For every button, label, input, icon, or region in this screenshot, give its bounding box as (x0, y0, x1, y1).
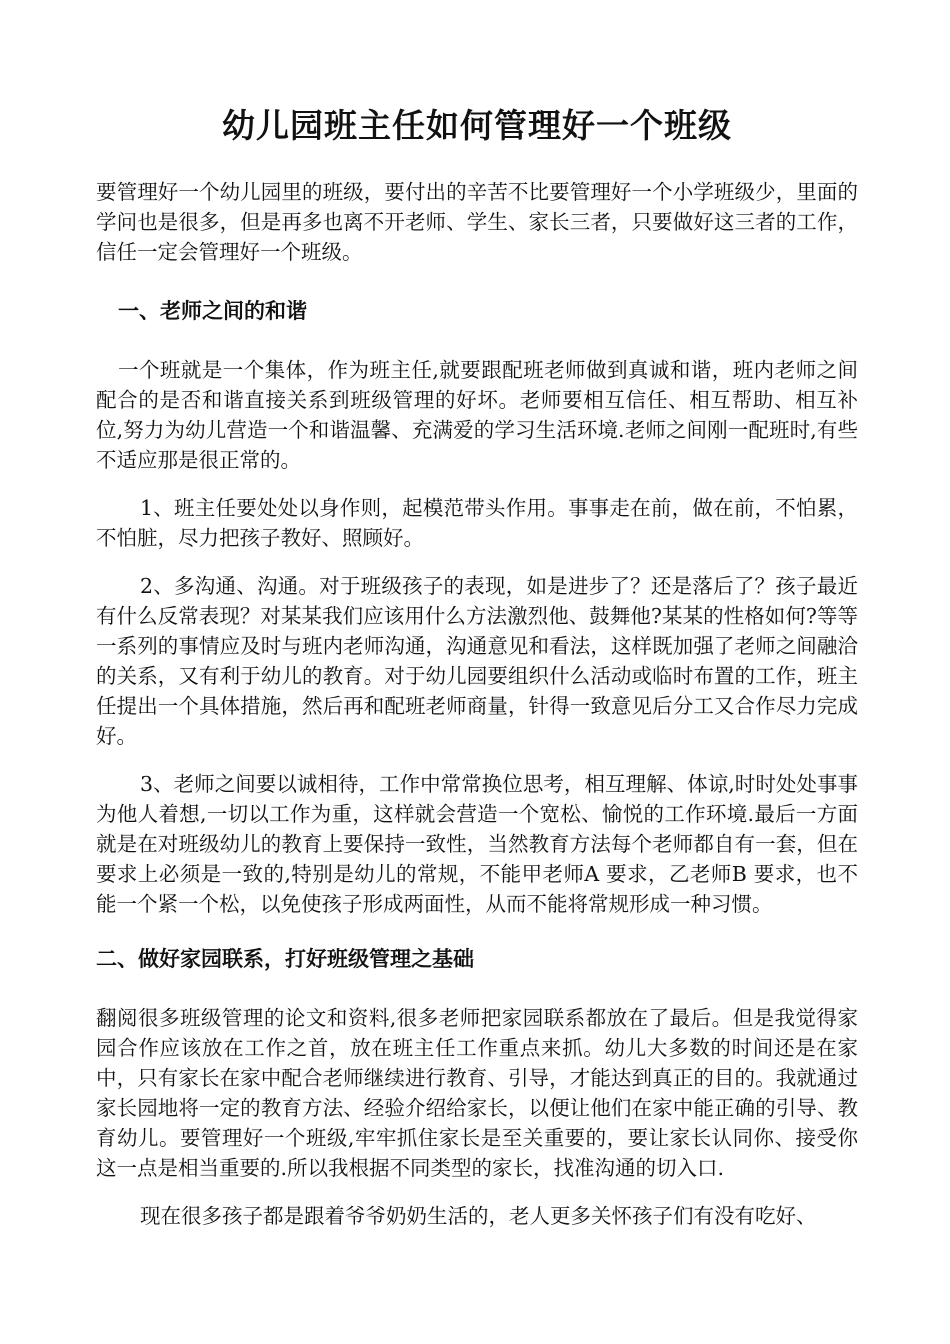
section-2-heading: 二、做好家园联系，打好班级管理之基础 (96, 947, 474, 971)
document-title: 幼儿园班主任如何管理好一个班级 (222, 106, 732, 145)
intro-paragraph: 要管理好一个幼儿园里的班级，要付出的辛苦不比要管理好一个小学班级少，里面的学问也是很多，但是再多也离不开老师、学生、家长三者，只要做好这三者的工作，信任一定会管理好一个班级。 (96, 180, 858, 264)
section-1-paragraph-0: 一个班就是一个集体，作为班主任,就要跟配班老师做到真诚和谐，班内老师之间配合的是否和谐直接关系到班级管理的好坏。老师要相互信任、相互帮助、相互补位,努力为幼儿营造一个和谐温馨、充满爱的学习生活环境.老师之间刚一配班时,有些不适应那是很正常的。 (96, 358, 858, 472)
section-1-paragraph-3: 3、老师之间要以诚相待，工作中常常换位思考，相互理解、体谅,时时处处事事为他人着想,一切以工作为重，这样就会营造一个宽松、愉悦的工作环境.最后一方面就是在对班级幼儿的教育上要保持一致性，当然教育方法每个老师都自有一套，但在要求上必须是一致的,特别是幼儿的常规，不能甲老师A 要求，乙老师B 要求，也不能一个紧一个松，以免使孩子形成两面性，从而不能将常规形成一种习惯。 (96, 772, 858, 916)
document-page (96, 100, 858, 1231)
section-2-paragraph-1: 现在很多孩子都是跟着爷爷奶奶生活的，老人更多关怀孩子们有没有吃好、 (140, 1204, 817, 1228)
section-1-paragraph-2: 2、多沟通、沟通。对于班级孩子的表现，如是进步了？还是落后了？孩子最近有什么反常表现？对某某我们应该用什么方法激烈他、鼓舞他?某某的性格如何?等等一系列的事情应及时与班内老师沟通，沟通意见和看法，这样既加强了老师之间融洽的关系，又有利于幼儿的教育。对于幼儿园要组织什么活动或临时布置的工作，班主任提出一个具体措施，然后再和配班老师商量，针得一致意见后分工又合作尽力完成好。 (96, 574, 858, 748)
section-2-paragraph-0: 翻阅很多班级管理的论文和资料,很多老师把家园联系都放在了最后。但是我觉得家园合作应该放在工作之首，放在班主任工作重点来抓。幼儿大多数的时间还是在家中，只有家长在家中配合老师继续进行教育、引导，才能达到真正的目的。我就通过家长园地将一定的教育方法、经验介绍给家长，以便让他们在家中能正确的引导、教育幼儿。要管理好一个班级,牢牢抓住家长是至关重要的，要让家长认同你、接受你这一点是相当重要的.所以我根据不同类型的家长，找准沟通的切入口. (96, 1006, 858, 1180)
section-1-heading: 一、老师之间的和谐 (118, 299, 307, 323)
section-1-paragraph-1: 1、班主任要处处以身作则，起模范带头作用。事事走在前，做在前，不怕累，不怕脏，尽力把孩子教好、照顾好。 (96, 496, 858, 550)
